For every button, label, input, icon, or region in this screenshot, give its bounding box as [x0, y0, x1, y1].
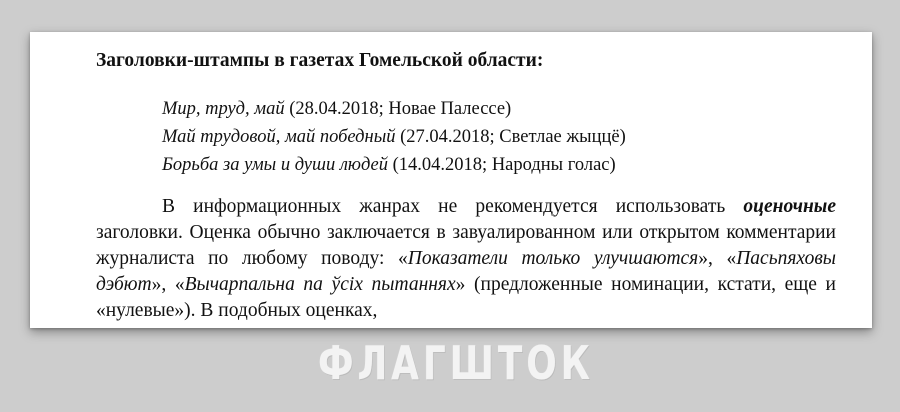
stamp-headline-item — [162, 151, 626, 179]
document-page — [30, 32, 872, 328]
stamp-headline-text: Мир, труд, май — [162, 99, 285, 119]
paragraph-run: » (предложенные номинации, кстати, еще и «нулевые»). В подобных оценках, — [96, 274, 836, 321]
stamp-headline-text: Борьба за умы и души людей — [162, 155, 389, 175]
stamp-headline-source: (27.04.2018; Светлае жыццё) — [400, 127, 626, 147]
paragraph-text — [96, 194, 836, 324]
stamp-headline-source: (14.04.2018; Народны голас) — [392, 155, 616, 175]
quoted-headline: Вычарпальна па ўсіх пытаннях — [184, 274, 456, 295]
paragraph-run: В информационных жанрах не рекомендуется использовать — [162, 196, 744, 217]
quoted-headline: Показатели только улучшаются — [407, 248, 699, 269]
paragraph-run: заголовки. Оценка обычно заключается в завуалированном или открытом комментарии журналиста по любому поводу: « — [96, 222, 836, 269]
stamp-headline-text: Май трудовой, май победный — [162, 127, 396, 147]
body-paragraph — [96, 194, 836, 324]
emphasized-term: оценочные — [743, 196, 836, 217]
stamp-headline-list — [162, 95, 626, 179]
quoted-headline: Пасьпяховы дэбют — [96, 248, 836, 295]
stamp-headline-item — [162, 123, 626, 151]
stamp-headline-source: (28.04.2018; Новае Палессе) — [289, 99, 512, 119]
stamp-headline-item — [162, 95, 626, 123]
section-heading: Заголовки-штампы в газетах Гомельской области: — [96, 50, 544, 71]
paragraph-run: », « — [151, 274, 185, 295]
paragraph-run: », « — [698, 248, 737, 269]
watermark-logo: ФЛАГШТОК — [318, 336, 594, 390]
